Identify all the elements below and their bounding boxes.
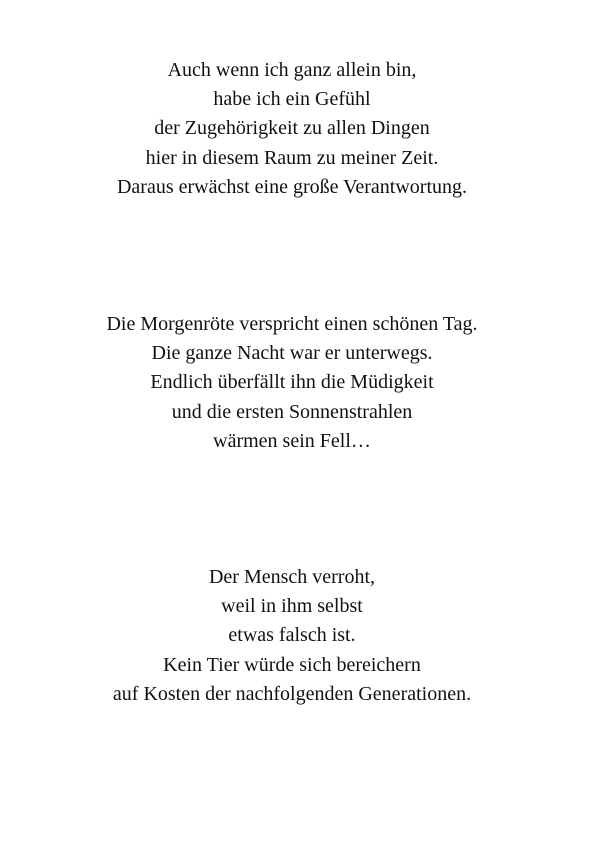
stanza-line: auf Kosten der nachfolgenden Generationen.: [112, 682, 472, 705]
stanza-line: Der Mensch verroht,: [208, 566, 376, 588]
stanza-line: Die Morgenröte verspricht einen schönen Tag.: [106, 313, 478, 335]
stanza-line: habe ich ein Gefühl: [213, 88, 371, 111]
stanza-line: hier in diesem Raum zu meiner Zeit.: [145, 146, 439, 169]
stanza-2: [0, 310, 584, 456]
stanza-line: Endlich überfällt ihn die Müdigkeit: [150, 371, 434, 394]
stanza-line: der Zugehörigkeit zu allen Dingen: [154, 117, 430, 140]
stanza-line: etwas falsch ist.: [228, 624, 356, 647]
stanza-3: [0, 563, 584, 709]
stanza-line: Kein Tier würde sich bereichern: [163, 653, 421, 676]
stanza-1: [0, 56, 584, 202]
stanza-line: und die ersten Sonnenstrahlen: [171, 400, 413, 423]
stanza-line: weil in ihm selbst: [221, 595, 363, 618]
stanza-line: Daraus erwächst eine große Verantwortung.: [116, 175, 468, 198]
stanza-line: wärmen sein Fell…: [213, 429, 371, 452]
stanza-line: Die ganze Nacht war er unterwegs.: [151, 342, 433, 365]
stanza-line: Auch wenn ich ganz allein bin,: [167, 59, 417, 81]
